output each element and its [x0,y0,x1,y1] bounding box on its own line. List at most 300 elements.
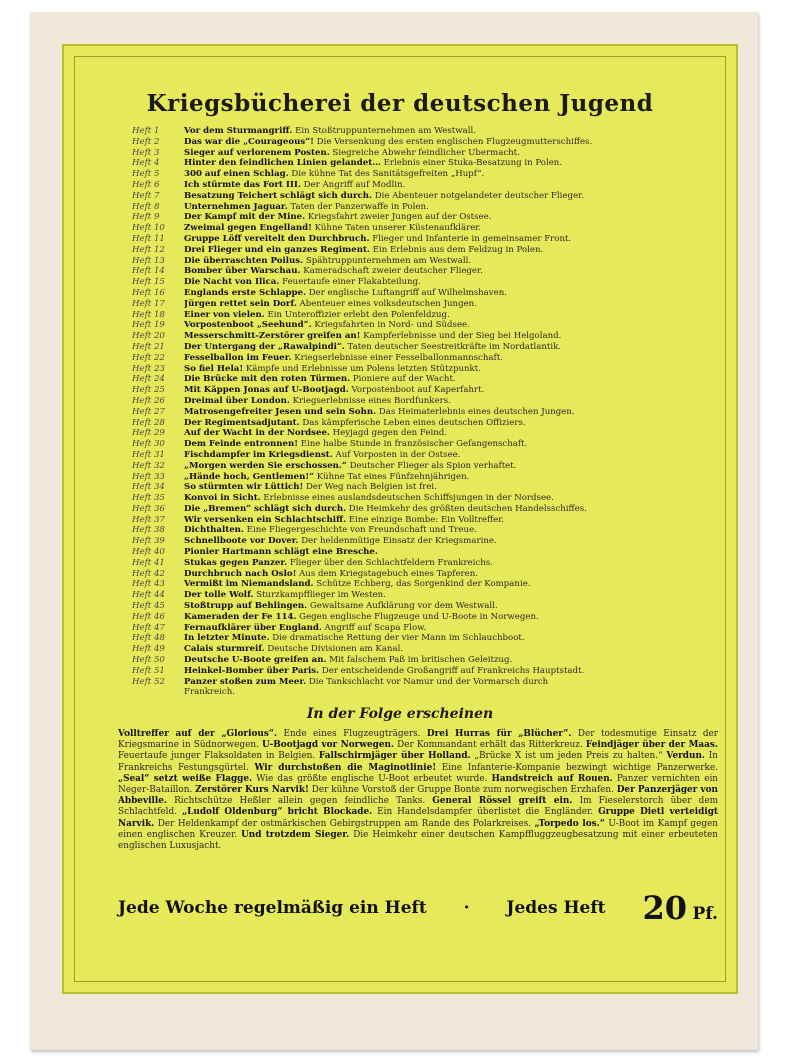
issue-number: Heft 7 [132,190,160,201]
list-item [132,310,722,321]
issue-text [184,331,561,342]
page-title: Kriegsbücherei der deutschen Jugend [146,90,654,117]
upcoming-heading: In der Folge erscheinen [306,706,494,722]
issue-description: Die Heimkehr des größten deutschen Handelsschiffes. [346,503,587,514]
issue-text [184,277,421,288]
issue-number: Heft 16 [132,287,165,298]
issue-text [184,612,539,623]
issue-description: Kriegsfahrt zweier Jungen auf der Ostsee. [305,212,492,223]
issue-number: Heft 5 [132,169,160,180]
issue-title: Durchbruch nach Oslo! [184,568,297,579]
issue-text [184,396,451,407]
issue-title: Zweimal gegen Engelland! [184,223,312,234]
issue-description: Angriff auf Scapa Flow. [321,622,427,633]
list-item [132,202,722,213]
upcoming-description: Ende eines Flugzeugträgers. [277,729,427,739]
issue-number: Heft 47 [132,622,165,633]
issue-title: „Morgen werden Sie erschossen.“ [184,460,347,471]
issue-title: Hinter den feindlichen Linien gelandet… [184,158,381,169]
issue-number: Heft 21 [132,341,165,352]
issue-52-continuation: Frankreich. [184,687,235,698]
issue-title: Schnellboote vor Dover. [184,536,299,547]
issue-title: Fesselballon im Feuer. [184,352,292,363]
issue-title: Mit Käppen Jonas auf U-Bootjagd. [184,385,349,396]
list-item [132,472,722,483]
issue-title: Gruppe Löff vereitelt den Durchbruch. [184,233,370,244]
issue-description: Pioniere auf der Wacht. [350,374,456,385]
issue-title: Vorpostenboot „Seehund“. [184,320,312,331]
issue-number: Heft 40 [132,547,165,558]
upcoming-description: Im Fieselerstorch über dem Schlachtfeld. [118,796,718,818]
upcoming-title: Feindjäger über der Maas. [585,740,718,751]
issue-title: Matrosengefreiter Jesen und sein Sohn. [184,406,377,417]
issue-description: Das Heimaterlebnis eines deutschen Jungen. [376,406,575,417]
issue-title: „Hände hoch, Gentlemen!“ [184,471,315,482]
issue-number: Heft 30 [132,439,165,450]
upcoming-description: Der Kommandant erhält das Ritterkreuz. [394,740,586,751]
issue-text [184,202,429,213]
issue-title: Der Regimentsadjutant. [184,417,300,428]
issue-text [184,515,504,526]
list-item [132,666,722,677]
issue-text [184,677,548,688]
list-item [132,212,722,223]
issue-number: Heft 43 [132,579,165,590]
issue-description: Ein Unteroffizier erlebt den Polenfeldzug. [264,309,450,320]
list-item [132,148,722,159]
list-item [132,374,722,385]
issue-title: Messerschmitt-Zerstörer greifen an! [184,331,361,342]
list-item [132,277,722,288]
issue-text [184,126,476,137]
list-item [132,525,722,536]
issue-text [184,137,592,148]
issue-text [184,342,561,353]
issue-text [184,191,584,202]
upcoming-description: U-Boot im Kampf gegen einen englischen Kreuzer. [118,818,718,840]
issue-title: Pionier Hartmann schlägt eine Bresche. [184,547,378,558]
list-item [132,256,722,267]
issue-text [184,148,520,159]
issue-text [184,374,456,385]
issue-text [184,536,497,547]
issue-title: Vermißt im Niemandsland. [184,579,314,590]
issue-description: Auf Vorposten in der Ostsee. [332,449,461,460]
list-item [132,353,722,364]
issue-text [184,547,378,558]
list-item [132,245,722,256]
issue-number: Heft 4 [132,158,160,169]
issue-description: Die dramatische Rettung der vier Mann im Schlauchboot. [269,633,525,644]
issue-number: Heft 28 [132,417,165,428]
list-item [132,191,722,202]
issue-title: Fernaufklärer über England. [184,622,322,633]
issue-description: Schütze Echberg, das Sorgenkind der Kompanie. [313,579,531,590]
issue-title: Kameraden der Fe 114. [184,611,297,622]
issue-description: Der englische Luftangriff auf Wilhelmshaven. [306,287,508,298]
issue-description: Kriegsfahrten in Nord- und Südsee. [311,320,470,331]
list-item [132,223,722,234]
list-item [132,126,722,137]
issue-title: Die „Bremen“ schlägt sich durch. [184,503,347,514]
issue-title: Unternehmen Jaguar. [184,201,288,212]
issue-text [184,418,526,429]
list-item [132,504,722,515]
issue-text [184,601,498,612]
footer-separator: · [463,898,470,918]
issue-description: Flieger und Infanterie in gemeinsamer Front. [369,233,572,244]
issue-description: Kriegserlebnisse einer Fesselballonmannschaft. [291,352,503,363]
issue-title: Der Untergang der „Rawalpindi“. [184,341,345,352]
issue-number: Heft 34 [132,482,165,493]
issue-description: Eine einzige Bombe: Ein Volltreffer. [346,514,505,525]
issue-description: Siegreiche Abwehr feindlicher Übermacht. [329,147,520,158]
issue-text [184,234,571,245]
yellow-panel [62,44,738,994]
issue-description: Die Tankschlacht vor Namur und der Vormarsch durch [306,676,549,687]
list-item [132,515,722,526]
issue-text [184,256,471,267]
list-item [132,590,722,601]
issue-description: Ein Erlebnis aus dem Feldzug in Polen. [369,244,544,255]
issue-title: Konvoi in Sicht. [184,493,261,504]
issue-title: Auf der Wacht in der Nordsee. [184,428,330,439]
issue-text [184,158,562,169]
issue-description: Kriegserlebnisse eines Bordfunkers. [289,395,451,406]
issue-description: Die Abenteuer notgelandeter deutscher Flieger. [372,190,584,201]
issue-title: Stukas gegen Panzer. [184,557,288,568]
issue-description: Eine Fliegergeschichte von Freundschaft und Treue. [243,525,477,536]
issue-description: Gegen englische Flugzeuge und U-Boote in Norwegen. [296,611,539,622]
issue-number: Heft 6 [132,179,160,190]
issue-number: Heft 51 [132,665,165,676]
issue-title: Die Brücke mit den roten Türmen. [184,374,351,385]
issue-description: Kühne Tat eines Fünfzehnjährigen. [314,471,470,482]
issue-text [184,590,386,601]
issue-number: Heft 37 [132,514,165,525]
issue-number: Heft 41 [132,557,165,568]
issue-title: Bomber über Warschau. [184,266,301,277]
issue-list [132,126,722,698]
issue-number: Heft 35 [132,493,165,504]
issue-title: Die Nacht von Ilica. [184,277,280,288]
upcoming-title: Volltreffer auf der „Glorious“. [118,729,278,739]
upcoming-description: Richtschütze Heßler allein gegen feindliche Tanks. [166,796,433,807]
issue-number: Heft 50 [132,655,165,666]
issue-number: Heft 11 [132,233,165,244]
upcoming-title: Der Panzerjäger von Abbeville. [118,785,718,807]
issue-text [184,482,437,493]
issue-text [184,525,477,536]
issue-text [184,450,460,461]
issue-title: Einer von vielen. [184,309,265,320]
issue-number: Heft 23 [132,363,165,374]
footer-price-group [642,889,718,927]
list-item [132,418,722,429]
list-item [132,169,722,180]
issue-number: Heft 25 [132,385,165,396]
issue-title: Drei Flieger und ein ganzes Regiment. [184,244,370,255]
list-item [132,288,722,299]
list-item [132,461,722,472]
issue-text [184,623,426,634]
list-item [132,601,722,612]
issue-number: Heft 48 [132,633,165,644]
issue-number: Heft 3 [132,147,160,158]
issue-number: Heft 19 [132,320,165,331]
upcoming-title: Zerstörer Kurs Narvik! [195,785,309,796]
issue-number: Heft 12 [132,244,165,255]
issue-number: Heft 15 [132,277,165,288]
list-item [132,364,722,375]
issue-description: Der heldenmütige Einsatz der Kriegsmarine. [298,536,497,547]
upcoming-title: Verdun. [666,751,705,762]
issue-text [184,212,491,223]
issue-text [184,245,543,256]
issue-text [184,439,527,450]
issue-number: Heft 38 [132,525,165,536]
issue-title: Deutsche U-Boote greifen an. [184,655,327,666]
issue-text [184,310,450,321]
issue-title: Dichthalten. [184,525,244,536]
issue-title: Dem Feinde entronnen! [184,439,299,450]
upcoming-description: Der todesmutige Einsatz der Kriegsmarine in Südnorwegen. [118,729,719,751]
list-item [132,266,722,277]
issue-number: Heft 8 [132,201,160,212]
list-item [132,342,722,353]
upcoming-title: Drei Hurras für „Blücher“. [426,729,572,739]
list-item [132,396,722,407]
list-item [132,558,722,569]
issue-description: Flieger über den Schlachtfeldern Frankreichs. [287,557,493,568]
issue-number: Heft 14 [132,266,165,277]
list-item [132,655,722,666]
issue-number: Heft 33 [132,471,165,482]
issue-number: Heft 45 [132,601,165,612]
issue-text [184,180,405,191]
upcoming-title: General Rössel greift ein. [432,796,573,807]
list-item [132,579,722,590]
issue-description: Gewaltsame Aufklärung vor dem Westwall. [307,601,498,612]
issue-number: Heft 13 [132,255,165,266]
footer [118,889,718,927]
issue-number: Heft 2 [132,136,160,147]
issue-description: Heyjagd gegen den Feind. [329,428,447,439]
list-item [132,180,722,191]
issue-number: Heft 26 [132,395,165,406]
list-item [132,612,722,623]
issue-description: Kämpfe und Erlebnisse um Polens letzten Stützpunkt. [243,363,481,374]
issue-number: Heft 27 [132,406,165,417]
upcoming-description: Panzer vernichten ein Neger-Bataillon. [118,773,719,796]
issue-number: Heft 17 [132,298,165,309]
list-item [132,450,722,461]
issue-text [184,633,525,644]
issue-text [184,472,469,483]
issue-text [184,558,493,569]
list-item [132,331,722,342]
issue-title: So fiel Hela! [184,363,244,374]
issue-title: Wir versenken ein Schlachtschiff. [184,514,347,525]
issue-description: Eine halbe Stunde in französischer Gefangenschaft. [298,439,528,450]
issue-number: Heft 10 [132,223,165,234]
upcoming-description: Die Heimkehr einer deutschen Kampffluggzeugbesatzung mit einer erbeuteten englischen Luxusjacht. [118,829,719,852]
upcoming-description: Wie das größte englische U-Boot erbeutet wurde. [252,773,492,784]
issue-text [184,364,481,375]
upcoming-title: Und trotzdem Sieger. [241,829,350,840]
issue-description: Der Angriff auf Modlin. [300,179,406,190]
issue-text [184,385,484,396]
issue-description: Die Versenkung des ersten englischen Flugzeugmutterschiffes. [313,136,593,147]
issue-number: Heft 49 [132,644,165,655]
issue-description: Abenteuer eines volksdeutschen Jungen. [296,298,477,309]
issue-title: So stürmten wir Lüttich! [184,482,304,493]
issue-title: Dreimal über London. [184,395,290,406]
issue-text [184,655,512,666]
issue-description: Das kämpferische Leben eines deutschen Offiziers. [299,417,526,428]
issue-description: Vorpostenboot auf Kaperfahrt. [348,385,485,396]
issue-description: Taten der Panzerwaffe in Polen. [287,201,429,212]
issue-description: Erlebnisse eines auslandsdeutschen Schiffsjungen in der Nordsee. [260,493,554,504]
issue-number: Heft 9 [132,212,160,223]
footer-weekly: Jede Woche regelmäßig ein Heft [118,898,427,918]
issue-text [184,353,503,364]
issue-description: Der entscheidende Großangriff auf Frankreichs Hauptstadt. [319,665,585,676]
upcoming-description: Der Heldenkampf der ostmärkischen Gebirgstruppen am Rande des Polarkreises. [154,818,535,829]
list-item [132,633,722,644]
list-item [132,439,722,450]
footer-unit: Pf. [692,904,718,924]
list-item [132,137,722,148]
footer-each-issue: Jedes Heft [506,898,606,918]
issue-title: Besatzung Teichert schlägt sich durch. [184,190,373,201]
issue-title: Der tolle Wolf. [184,590,254,601]
list-item [132,569,722,580]
issue-title: Fischdampfer im Kriegsdienst. [184,449,333,460]
issue-text [184,407,575,418]
list-item [132,493,722,504]
issue-description: Mit falschem Paß im britischen Geleitzug. [326,655,513,666]
issue-number: Heft 29 [132,428,165,439]
issue-description: Erlebnis einer Stuka-Besatzung in Polen. [380,158,563,169]
upcoming-description: Eine Infanterie-Kompanie bezwingt wichtige Panzerwerke. [436,762,719,773]
list-item [132,644,722,655]
issue-number: Heft 18 [132,309,165,320]
issue-description: Aus dem Kriegstagebuch eines Tapferen. [296,568,479,579]
upcoming-title: Gruppe Dietl verteidigt Narvik. [118,807,718,829]
issue-text [184,461,516,472]
issue-description: Spähtruppunternehmen am Westwall. [303,255,472,266]
issue-description: Der Weg nach Belgien ist frei. [303,482,437,493]
upcoming-description: In Frankreichs Festungsgürtel. [118,751,718,773]
issue-description: Deutsche Divisionen am Kanal. [264,644,404,655]
upcoming-description: „Brücke X ist um jeden Preis zu halten.“ [470,751,667,762]
list-item [132,320,722,331]
issue-title: Stoßtrupp auf Behlingen. [184,601,308,612]
issue-text [184,428,447,439]
list-item [132,547,722,558]
issue-description: Kampferlebnisse und der Sieg bei Helgoland. [360,331,562,342]
footer-price: 20 [642,889,687,927]
issue-description: Kameradschaft zweier deutscher Flieger. [300,266,483,277]
upcoming-title: U-Bootjagd vor Norwegen. [262,740,395,751]
issue-text [184,288,507,299]
issue-description: Taten deutscher Seestreitkräfte im Nordatlantik. [344,341,562,352]
issue-number: Heft 22 [132,352,165,363]
issue-title: Ich stürmte das Fort III. [184,179,301,190]
upcoming-title: Fallschirmjäger über Holland. [318,751,471,762]
issue-title: Englands erste Schlappe. [184,287,306,298]
issue-title: Das war die „Courageous“! [184,136,314,147]
upcoming-description: Feuertaufe junger Flaksoldaten in Belgien. [118,751,319,762]
issue-text [184,320,470,331]
issue-title: Sieger auf verlorenem Posten. [184,147,330,158]
issue-description: Ein Stoßtruppunternehmen am Westwall. [292,126,476,136]
issue-description: Sturzkampfflieger im Westen. [253,590,386,601]
issue-title: Calais sturmreif. [184,644,265,655]
list-item [132,428,722,439]
list-item [132,623,722,634]
list-item [132,677,722,688]
issue-description: Kühne Taten unserer Küstenaufklärer. [311,223,482,234]
issue-text [184,223,481,234]
issue-description: Feuertaufe einer Flakabteilung. [279,277,421,288]
issue-text [184,504,587,515]
issue-text [184,644,403,655]
upcoming-title: „Seal“ setzt weiße Flagge. [118,773,253,784]
issue-number: Heft 46 [132,611,165,622]
issue-text [184,579,531,590]
issue-number: Heft 31 [132,449,165,460]
issue-description: Die kühne Tat des Sanitätsgefreiten „Hupf“. [288,169,485,180]
issue-number: Heft 39 [132,536,165,547]
issue-title: Jürgen rettet sein Dorf. [184,298,297,309]
issue-number: Heft 1 [132,126,160,136]
upcoming-title: „Torpedo los.“ [534,818,605,829]
list-item [132,158,722,169]
issue-title: 300 auf einen Schlag. [184,169,289,180]
list-item [132,234,722,245]
issue-number: Heft 44 [132,590,165,601]
issue-title: In letzter Minute. [184,633,270,644]
issue-number: Heft 52 [132,676,165,687]
issue-title: Der Kampf mit der Mine. [184,212,306,223]
issue-title: Die überraschten Poilus. [184,255,304,266]
list-item [132,385,722,396]
issue-description: Deutscher Flieger als Spion verhaftet. [346,460,517,471]
issue-text [184,666,584,677]
issue-text [184,169,484,180]
upcoming-title: „Ludolf Oldenburg“ bricht Blockade. [182,807,373,818]
issue-number: Heft 24 [132,374,165,385]
upcoming-title: Wir durchstoßen die Maginotlinie! [254,762,437,773]
upcoming-title: Handstreich auf Rouen. [491,773,613,784]
issue-text [184,569,478,580]
issue-text [184,493,554,504]
upcoming-description: Der kühne Vorstoß der Gruppe Bonte zum norwegischen Erzhafen. [308,785,617,796]
upcoming-paragraph [118,729,718,852]
issue-number: Heft 36 [132,503,165,514]
issue-title: Heinkel-Bomber über Paris. [184,665,320,676]
list-item [132,407,722,418]
issue-title: Panzer stoßen zum Meer. [184,676,307,687]
issue-title: Vor dem Sturmangriff. [184,126,293,136]
list-item [132,536,722,547]
issue-number: Heft 20 [132,331,165,342]
list-item [132,299,722,310]
issue-text [184,266,483,277]
list-item [132,482,722,493]
